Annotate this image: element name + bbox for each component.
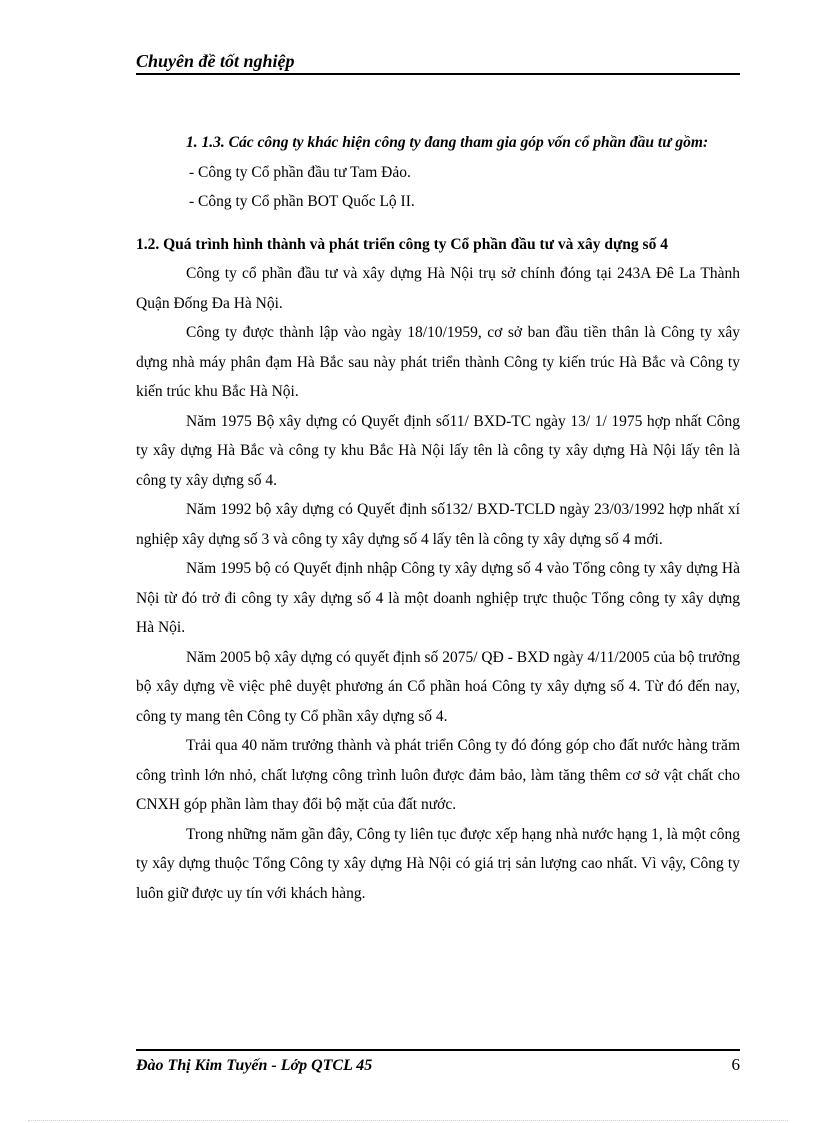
page-body	[136, 128, 740, 908]
subsection-title: 1. 1.3. Các công ty khác hiện công ty đang tham gia góp vốn cổ phần đầu tư gồm:	[186, 134, 709, 151]
list-item: - Công ty Cổ phần BOT Quốc Lộ II.	[189, 193, 415, 210]
paragraph: Trong những năm gần đây, Công ty liên tục được xếp hạng nhà nước hạng 1, là một công ty xây dựng thuộc Tổng Công ty xây dựng Hà Nội có giá trị sản lượng cao nhất. Vì vậy, Công ty luôn giữ được uy tín với khách hàng.	[136, 825, 740, 902]
paragraph: Năm 1992 bộ xây dựng có Quyết định số132/ BXD-TCLD ngày 23/03/1992 hợp nhất xí nghiệp xây dựng số 3 và công ty xây dựng số 4 lấy tên là công ty xây dựng số 4 mới.	[136, 501, 740, 548]
page-number: 6	[731, 1055, 740, 1074]
document-title: Chuyên đề tốt nghiệp	[136, 51, 295, 71]
paragraph: Công ty được thành lập vào ngày 18/10/1959, cơ sở ban đầu tiền thân là Công ty xây dựng nhà máy phân đạm Hà Bắc sau này phát triển thành Công ty kiến trúc Hà Bắc và Công ty kiến trúc khu Bắc Hà Nội.	[136, 324, 740, 400]
section-heading: 1.2. Quá trình hình thành và phát triển công ty Cổ phần đầu tư và xây dựng số 4	[136, 235, 668, 253]
paragraph: Năm 1995 bộ có Quyết định nhập Công ty xây dựng số 4 vào Tổng công ty xây dựng Hà Nội từ đó trở đi công ty xây dựng số 4 là một doanh nghiệp trực thuộc Tổng công ty xây dựng Hà Nội.	[136, 560, 740, 636]
footer-author: Đào Thị Kim Tuyến - Lớp QTCL 45	[136, 1057, 373, 1074]
paragraph: Năm 1975 Bộ xây dựng có Quyết định số11/ BXD-TC ngày 13/ 1/ 1975 hợp nhất Công ty xây dựng Hà Bắc và công ty khu Bắc Hà Nội lấy tên là công ty xây dựng Hà Nội lấy tên là công ty xây dựng số 4.	[136, 412, 740, 489]
list-item: - Công ty Cổ phần đầu tư Tam Đảo.	[189, 163, 411, 181]
paragraph: Trải qua 40 năm trưởng thành và phát triển Công ty đó đóng góp cho đất nước hàng trăm công trình lớn nhỏ, chất lượng công trình luôn được đảm bảo, làm tăng thêm cơ sở vật chất cho CNXH góp phần làm thay đổi bộ mặt của đất nước.	[136, 737, 740, 813]
paragraph: Năm 2005 bộ xây dựng có quyết định số 2075/ QĐ - BXD ngày 4/11/2005 của bộ trưởng bộ xây dựng về việc phê duyệt phương án Cổ phần hoá Công ty xây dựng số 4. Từ đó đến nay, công ty mang tên Công ty Cổ phần xây dựng số 4.	[136, 648, 740, 725]
page-header	[136, 47, 740, 75]
paragraph: Công ty cổ phần đầu tư và xây dựng Hà Nội trụ sở chính đóng tại 243A Đê La Thành Quận Đống Đa Hà Nội.	[136, 265, 740, 312]
page-footer	[136, 1049, 740, 1081]
page-edge-divider	[28, 1120, 788, 1121]
